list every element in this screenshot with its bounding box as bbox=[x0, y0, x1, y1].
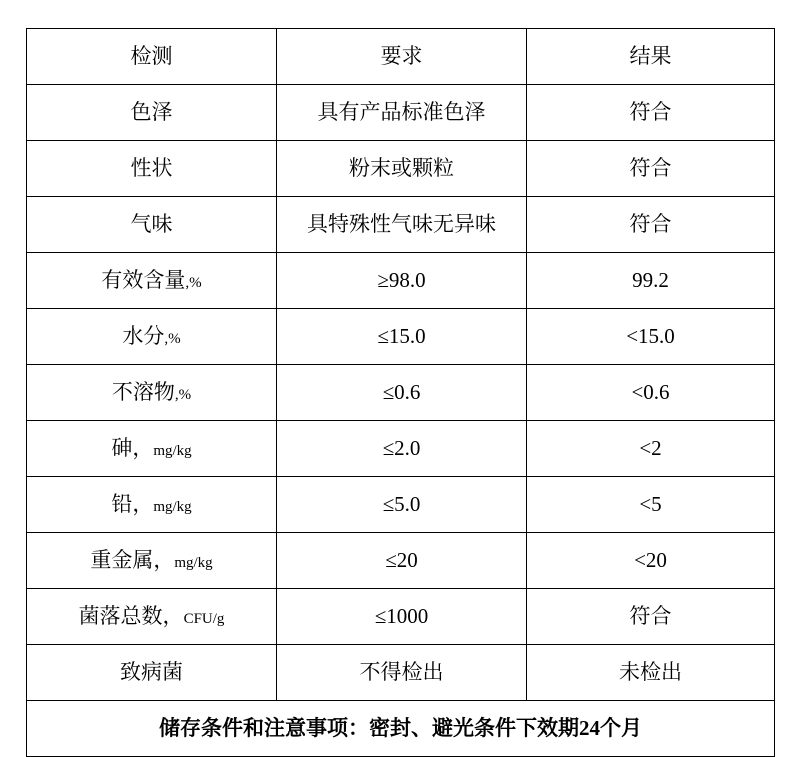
table-row bbox=[27, 197, 775, 253]
table-body bbox=[27, 29, 775, 757]
cell-result: 99.2 bbox=[527, 253, 775, 309]
header-cell-requirement: 要求 bbox=[277, 29, 527, 85]
item-unit: CFU/g bbox=[183, 611, 225, 628]
table-row bbox=[27, 85, 775, 141]
table-row bbox=[27, 477, 775, 533]
cell-result: <20 bbox=[527, 533, 775, 589]
cell-item bbox=[27, 477, 277, 533]
specification-table bbox=[26, 28, 775, 757]
cell-item bbox=[27, 365, 277, 421]
cell-result: <15.0 bbox=[527, 309, 775, 365]
table-row bbox=[27, 589, 775, 645]
table-header-row bbox=[27, 29, 775, 85]
table-row bbox=[27, 253, 775, 309]
cell-result: 符合 bbox=[527, 141, 775, 197]
cell-item bbox=[27, 645, 277, 701]
cell-item bbox=[27, 85, 277, 141]
cell-requirement: ≤5.0 bbox=[277, 477, 527, 533]
cell-requirement: ≤2.0 bbox=[277, 421, 527, 477]
cell-result: 符合 bbox=[527, 85, 775, 141]
cell-requirement: ≤15.0 bbox=[277, 309, 527, 365]
item-unit: ,% bbox=[174, 387, 192, 404]
cell-item bbox=[27, 421, 277, 477]
cell-result: <5 bbox=[527, 477, 775, 533]
table-row bbox=[27, 141, 775, 197]
item-unit: mg/kg bbox=[153, 499, 192, 516]
item-label: 致病菌 bbox=[120, 660, 183, 685]
table-row bbox=[27, 645, 775, 701]
cell-requirement: ≥98.0 bbox=[277, 253, 527, 309]
item-unit: mg/kg bbox=[174, 555, 213, 572]
cell-requirement: ≤20 bbox=[277, 533, 527, 589]
item-label: 水分 bbox=[122, 324, 165, 349]
storage-note: 储存条件和注意事项：密封、避光条件下效期24个月 bbox=[27, 701, 775, 757]
cell-requirement: ≤1000 bbox=[277, 589, 527, 645]
cell-requirement: ≤0.6 bbox=[277, 365, 527, 421]
cell-result: <0.6 bbox=[527, 365, 775, 421]
item-unit: mg/kg bbox=[153, 443, 192, 460]
item-label: 有效含量 bbox=[101, 268, 186, 293]
cell-item bbox=[27, 309, 277, 365]
item-label: 气味 bbox=[130, 212, 173, 237]
cell-item bbox=[27, 197, 277, 253]
cell-requirement: 具特殊性气味无异味 bbox=[277, 197, 527, 253]
cell-requirement: 粉末或颗粒 bbox=[277, 141, 527, 197]
item-label: 不溶物 bbox=[111, 380, 175, 405]
table-row bbox=[27, 365, 775, 421]
cell-result: 符合 bbox=[527, 197, 775, 253]
table-row bbox=[27, 533, 775, 589]
cell-item bbox=[27, 141, 277, 197]
item-label: 砷， bbox=[111, 436, 154, 461]
cell-result: <2 bbox=[527, 421, 775, 477]
header-cell-item: 检测 bbox=[27, 29, 277, 85]
table-row bbox=[27, 309, 775, 365]
item-label: 色泽 bbox=[130, 100, 173, 125]
header-cell-result: 结果 bbox=[527, 29, 775, 85]
cell-requirement: 不得检出 bbox=[277, 645, 527, 701]
cell-result: 符合 bbox=[527, 589, 775, 645]
item-unit: ,% bbox=[185, 275, 202, 292]
cell-result: 未检出 bbox=[527, 645, 775, 701]
cell-item bbox=[27, 253, 277, 309]
item-label: 重金属， bbox=[90, 548, 175, 573]
item-label: 性状 bbox=[130, 156, 173, 181]
cell-requirement: 具有产品标准色泽 bbox=[277, 85, 527, 141]
cell-item bbox=[27, 589, 277, 645]
table-footer-row bbox=[27, 701, 775, 757]
item-unit: ,% bbox=[164, 331, 181, 348]
item-label: 菌落总数， bbox=[78, 604, 184, 629]
item-label: 铅， bbox=[111, 492, 154, 517]
cell-item bbox=[27, 533, 277, 589]
table-row bbox=[27, 421, 775, 477]
